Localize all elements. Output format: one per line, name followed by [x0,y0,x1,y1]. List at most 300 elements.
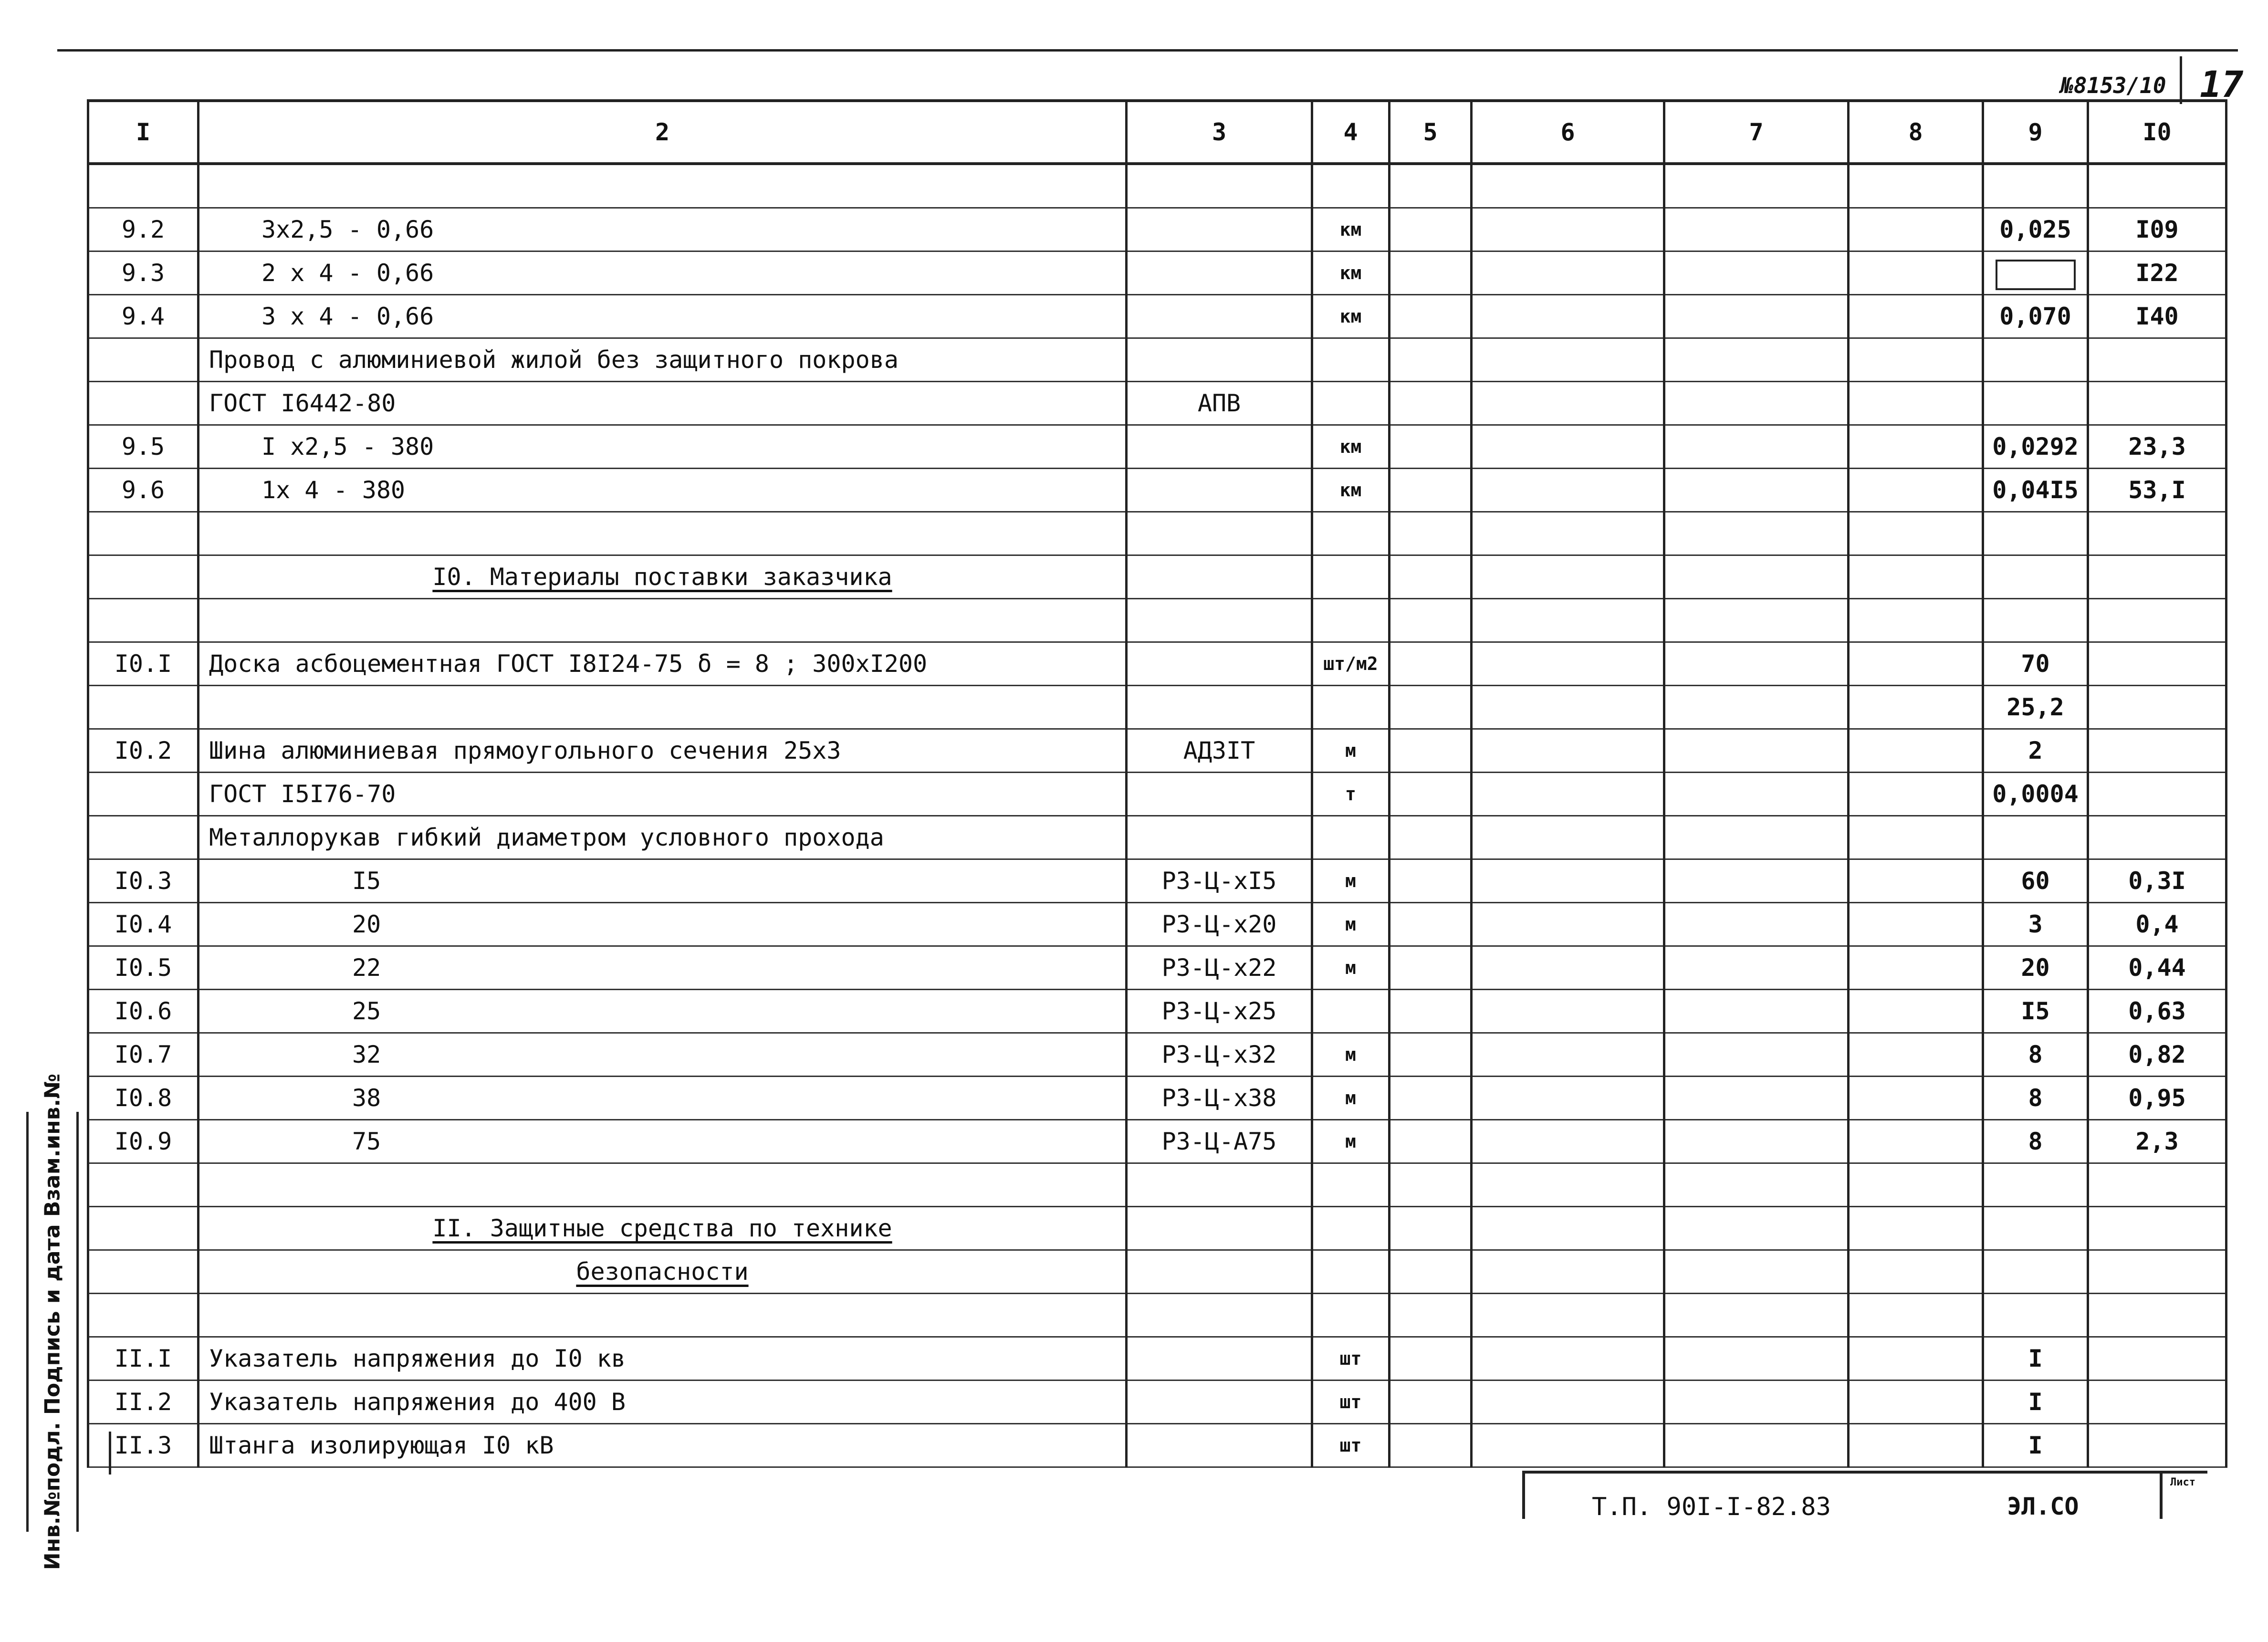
cell-quantity: 0,070 [1983,295,2088,338]
cell-col-8 [1849,903,1983,946]
cell-col-3 [1127,1250,1312,1294]
cell-unit [1312,338,1390,382]
cell-number: I0.2 [88,729,199,773]
cell-col-5 [1390,1294,1472,1337]
cell-number [88,816,199,859]
cell-quantity: 0,0004 [1983,773,2088,816]
cell-col-7 [1664,555,1849,599]
cell-col-9 [1983,555,2088,599]
cell-mass [2088,686,2226,729]
cell-col-9 [1983,1294,2088,1337]
cell-number [88,1207,199,1250]
cell-col-6 [1472,642,1664,686]
cell-col-8 [1849,469,1983,512]
cell-name: 25 [199,990,1127,1033]
cell-col-6 [1472,555,1664,599]
cell-col-7 [1664,686,1849,729]
table-row [88,1381,2226,1424]
empty-boxed-value [1996,260,2076,290]
cell-col-8 [1849,686,1983,729]
cell-number [88,338,199,382]
cell-col-6 [1472,1077,1664,1120]
cell-quantity: I [1983,1337,2088,1381]
table-row [88,859,2226,903]
cell-col-8 [1849,1077,1983,1120]
cell-unit [1312,686,1390,729]
table-row [88,816,2226,859]
cell-col-5 [1390,338,1472,382]
cell-col-6 [1472,816,1664,859]
cell-col-7 [1664,1294,1849,1337]
cell-col-6 [1472,1207,1664,1250]
cell-mass: 0,4 [2088,903,2226,946]
cell-col-8 [1849,382,1983,425]
cell-col-8 [1849,1033,1983,1077]
cell-mass: 0,3I [2088,859,2226,903]
cell-col-7 [1664,1250,1849,1294]
section-heading-row [88,1207,2226,1250]
cell-mark [1127,686,1312,729]
cell-col-7 [1664,729,1849,773]
cell-col-2 [199,1163,1127,1207]
cell-number: I0.3 [88,859,199,903]
cell-col-6 [1472,1294,1664,1337]
blank-row [88,164,2226,208]
cell-col-8 [1849,1424,1983,1467]
cell-col-6 [1472,469,1664,512]
cell-mark [1127,425,1312,469]
cell-col-8 [1849,946,1983,990]
table-row [88,946,2226,990]
cell-col-3 [1127,512,1312,555]
cell-mass: I09 [2088,208,2226,251]
cell-col-5 [1390,251,1472,295]
cell-col-10 [2088,1207,2226,1250]
cell-unit: м [1312,1033,1390,1077]
cell-name [199,686,1127,729]
cell-number: II.I [88,1337,199,1381]
cell-number [88,686,199,729]
cell-unit: т [1312,773,1390,816]
cell-mass: I40 [2088,295,2226,338]
table-row [88,425,2226,469]
cell-mark [1127,642,1312,686]
cell-col-7 [1664,1033,1849,1077]
cell-unit: шт [1312,1381,1390,1424]
sheet-number: 17 [2200,63,2244,105]
cell-number [88,555,199,599]
cell-name: I5 [199,859,1127,903]
cell-quantity: 60 [1983,859,2088,903]
cell-col-5 [1390,599,1472,642]
cell-col-6 [1472,729,1664,773]
cell-col-3 [1127,1207,1312,1250]
blank-row [88,512,2226,555]
cell-col-6 [1472,208,1664,251]
blank-row [88,599,2226,642]
cell-col-6 [1472,164,1664,208]
cell-mass [2088,382,2226,425]
column-header-2: 2 [199,101,1127,164]
cell-col-5 [1390,686,1472,729]
cell-col-10 [2088,599,2226,642]
side-stamp-text: Инв.№подл. Подпись и дата Взам.инв.№ [40,1073,65,1570]
cell-mark [1127,251,1312,295]
cell-col-6 [1472,425,1664,469]
cell-quantity: 70 [1983,642,2088,686]
cell-col-7 [1664,1424,1849,1467]
cell-number: 9.3 [88,251,199,295]
cell-mark: АД3IТ [1127,729,1312,773]
section-title-text: безопасности [576,1258,749,1286]
cell-col-5 [1390,773,1472,816]
cell-mark [1127,338,1312,382]
cell-col-6 [1472,1337,1664,1381]
cell-col-6 [1472,1424,1664,1467]
cell-col-7 [1664,1077,1849,1120]
specification-table [87,99,2227,1468]
cell-col-4 [1312,1294,1390,1337]
cell-col-2 [199,1294,1127,1337]
cell-col-7 [1664,208,1849,251]
title-block-sheet-box [2160,1474,2215,1519]
cell-unit: км [1312,469,1390,512]
cell-unit: шт [1312,1424,1390,1467]
cell-col-3 [1127,164,1312,208]
column-header-5: 5 [1390,101,1472,164]
cell-col-5 [1390,859,1472,903]
cell-col-7 [1664,338,1849,382]
cell-col-9 [1983,512,2088,555]
cell-col-5 [1390,1207,1472,1250]
cell-col-5 [1390,816,1472,859]
cell-number: II.2 [88,1381,199,1424]
cell-number: I0.5 [88,946,199,990]
cell-quantity [1983,816,2088,859]
table-row [88,1337,2226,1381]
cell-col-6 [1472,773,1664,816]
table-body [88,164,2226,1467]
cell-col-5 [1390,208,1472,251]
cell-number: I0.6 [88,990,199,1033]
cell-name: 32 [199,1033,1127,1077]
cell-col-5 [1390,295,1472,338]
cell-quantity [1983,251,2088,295]
cell-mass [2088,816,2226,859]
cell-col-8 [1849,1294,1983,1337]
cell-number [88,382,199,425]
cell-col-8 [1849,1120,1983,1163]
cell-name: 22 [199,946,1127,990]
cell-unit: м [1312,1077,1390,1120]
cell-name: Провод с алюминиевой жилой без защитного покрова [199,338,1127,382]
blank-row [88,1163,2226,1207]
table-row [88,1033,2226,1077]
section-heading-row [88,1250,2226,1294]
cell-name: Указатель напряжения до I0 кв [199,1337,1127,1381]
cell-number: 9.2 [88,208,199,251]
cell-col-10 [2088,555,2226,599]
column-header-3: 3 [1127,101,1312,164]
cell-col-8 [1849,251,1983,295]
cell-col-6 [1472,599,1664,642]
cell-mass [2088,1424,2226,1467]
cell-unit [1312,382,1390,425]
cell-name: ГОСТ I6442-80 [199,382,1127,425]
cell-col-10 [2088,164,2226,208]
cell-col-7 [1664,295,1849,338]
cell-mass: 23,3 [2088,425,2226,469]
cell-quantity: 2 [1983,729,2088,773]
cell-col-10 [2088,512,2226,555]
cell-number: II.3 [88,1424,199,1467]
section-title [199,1250,1127,1294]
cell-name: 2 x 4 - 0,66 [199,251,1127,295]
cell-col-6 [1472,990,1664,1033]
cell-col-8 [1849,1163,1983,1207]
cell-quantity: 0,04I5 [1983,469,2088,512]
cell-col-5 [1390,990,1472,1033]
cell-number: I0.4 [88,903,199,946]
cell-number: 9.4 [88,295,199,338]
cell-col-3 [1127,1163,1312,1207]
cell-col-2 [199,512,1127,555]
cell-mark: Р3-Ц-х25 [1127,990,1312,1033]
cell-col-7 [1664,946,1849,990]
cell-col-8 [1849,642,1983,686]
cell-col-8 [1849,729,1983,773]
column-header-4: 4 [1312,101,1390,164]
cell-col-5 [1390,382,1472,425]
cell-unit: м [1312,859,1390,903]
cell-name: 3 x 4 - 0,66 [199,295,1127,338]
cell-col-8 [1849,208,1983,251]
cell-col-4 [1312,599,1390,642]
side-approval-stamp [26,1073,79,1570]
column-header-9: 9 [1983,101,2088,164]
cell-col-5 [1390,425,1472,469]
table-row [88,208,2226,251]
cell-col-7 [1664,1337,1849,1381]
cell-col-5 [1390,946,1472,990]
cell-col-3 [1127,599,1312,642]
cell-col-1 [88,1163,199,1207]
cell-mass: 0,95 [2088,1077,2226,1120]
cell-col-6 [1472,859,1664,903]
section-title-text: I0. Материалы поставки заказчика [432,563,892,591]
cell-quantity [1983,382,2088,425]
cell-col-8 [1849,1381,1983,1424]
cell-col-5 [1390,1337,1472,1381]
cell-col-6 [1472,1381,1664,1424]
cell-col-7 [1664,164,1849,208]
cell-unit: км [1312,425,1390,469]
cell-mark: Р3-Ц-А75 [1127,1120,1312,1163]
table-row [88,338,2226,382]
cell-col-7 [1664,251,1849,295]
cell-mark: Р3-Ц-х22 [1127,946,1312,990]
cell-mass [2088,729,2226,773]
cell-col-1 [88,164,199,208]
cell-mass: 0,63 [2088,990,2226,1033]
cell-col-1 [88,1294,199,1337]
cell-mark [1127,208,1312,251]
cell-col-7 [1664,1207,1849,1250]
cell-col-5 [1390,469,1472,512]
cell-col-1 [88,512,199,555]
cell-mark: Р3-Ц-х38 [1127,1077,1312,1120]
cell-mass [2088,773,2226,816]
cell-col-5 [1390,642,1472,686]
cell-unit: м [1312,1120,1390,1163]
table-row [88,295,2226,338]
cell-name: 3x2,5 - 0,66 [199,208,1127,251]
cell-col-6 [1472,1120,1664,1163]
cell-col-4 [1312,555,1390,599]
cell-col-5 [1390,1424,1472,1467]
cell-col-3 [1127,1294,1312,1337]
cell-number: I0.I [88,642,199,686]
cell-col-5 [1390,729,1472,773]
cell-col-9 [1983,1163,2088,1207]
cell-quantity: 3 [1983,903,2088,946]
cell-col-10 [2088,1294,2226,1337]
cell-number: I0.7 [88,1033,199,1077]
cell-col-7 [1664,1120,1849,1163]
cell-col-5 [1390,1163,1472,1207]
cell-name: Металлорукав гибкий диаметром условного прохода [199,816,1127,859]
cell-mark [1127,469,1312,512]
cell-col-3 [1127,555,1312,599]
blank-row [88,1294,2226,1337]
cell-col-8 [1849,1337,1983,1381]
section-heading-row [88,555,2226,599]
sheet-number-divider [2180,56,2182,104]
cell-name: 20 [199,903,1127,946]
column-header-7: 7 [1664,101,1849,164]
cell-col-2 [199,164,1127,208]
cell-col-7 [1664,859,1849,903]
cell-col-6 [1472,903,1664,946]
cell-col-8 [1849,425,1983,469]
cell-unit: м [1312,729,1390,773]
cell-unit: шт [1312,1337,1390,1381]
cell-number [88,773,199,816]
table-row [88,1077,2226,1120]
cell-number [88,1250,199,1294]
table-row [88,903,2226,946]
table-row [88,1424,2226,1467]
cell-col-7 [1664,642,1849,686]
cell-mass [2088,1337,2226,1381]
cell-name: Штанга изолирующая I0 кВ [199,1424,1127,1467]
cell-col-8 [1849,1250,1983,1294]
cell-col-9 [1983,1250,2088,1294]
cell-col-2 [199,599,1127,642]
cell-number: 9.5 [88,425,199,469]
section-title [199,1207,1127,1250]
cell-col-5 [1390,1077,1472,1120]
cell-col-7 [1664,382,1849,425]
cell-quantity: 25,2 [1983,686,2088,729]
cell-col-6 [1472,1163,1664,1207]
cell-quantity: 8 [1983,1120,2088,1163]
cell-col-8 [1849,164,1983,208]
cell-col-8 [1849,990,1983,1033]
cell-col-4 [1312,1163,1390,1207]
cell-mark [1127,295,1312,338]
column-header-1: I [88,101,199,164]
table-row [88,1120,2226,1163]
cell-mass [2088,1381,2226,1424]
cell-col-4 [1312,164,1390,208]
cell-mark [1127,816,1312,859]
cell-col-7 [1664,816,1849,859]
cell-col-5 [1390,164,1472,208]
cell-col-8 [1849,816,1983,859]
cell-col-8 [1849,512,1983,555]
cell-name: ГОСТ I5I76-70 [199,773,1127,816]
cell-quantity: 20 [1983,946,2088,990]
cell-col-10 [2088,1163,2226,1207]
cell-mass: 2,3 [2088,1120,2226,1163]
cell-col-8 [1849,295,1983,338]
cell-mark: АПВ [1127,382,1312,425]
title-block [1522,1471,2207,1519]
cell-unit [1312,816,1390,859]
cell-col-7 [1664,425,1849,469]
cell-col-6 [1472,251,1664,295]
cell-col-5 [1390,512,1472,555]
table-row [88,251,2226,295]
cell-name: Шина алюминиевая прямоугольного сечения 25x3 [199,729,1127,773]
cell-mark: Р3-Ц-х32 [1127,1033,1312,1077]
table-row [88,382,2226,425]
cell-col-5 [1390,1033,1472,1077]
table-row [88,773,2226,816]
cell-col-9 [1983,599,2088,642]
cell-col-8 [1849,555,1983,599]
cell-mass: 53,I [2088,469,2226,512]
cell-col-8 [1849,599,1983,642]
cell-name: I x2,5 - 380 [199,425,1127,469]
cell-col-8 [1849,773,1983,816]
cell-col-10 [2088,1250,2226,1294]
cell-col-6 [1472,338,1664,382]
cell-quantity: I5 [1983,990,2088,1033]
cell-quantity: 8 [1983,1033,2088,1077]
cell-name: 1x 4 - 380 [199,469,1127,512]
cell-unit: м [1312,903,1390,946]
cell-name: Указатель напряжения до 400 В [199,1381,1127,1424]
cell-col-5 [1390,555,1472,599]
section-title-text: II. Защитные средства по технике [432,1214,892,1242]
cell-mark [1127,1381,1312,1424]
cell-mark: Р3-Ц-х20 [1127,903,1312,946]
cell-unit: км [1312,208,1390,251]
cell-col-7 [1664,903,1849,946]
cell-col-6 [1472,1250,1664,1294]
cell-mark: Р3-Ц-хI5 [1127,859,1312,903]
cell-col-4 [1312,1207,1390,1250]
cell-unit: км [1312,251,1390,295]
title-block-sheet-label: Лист [2170,1476,2195,1488]
cell-col-5 [1390,1250,1472,1294]
table-row [88,990,2226,1033]
table-header-row [88,101,2226,164]
cell-col-8 [1849,859,1983,903]
cell-col-6 [1472,512,1664,555]
